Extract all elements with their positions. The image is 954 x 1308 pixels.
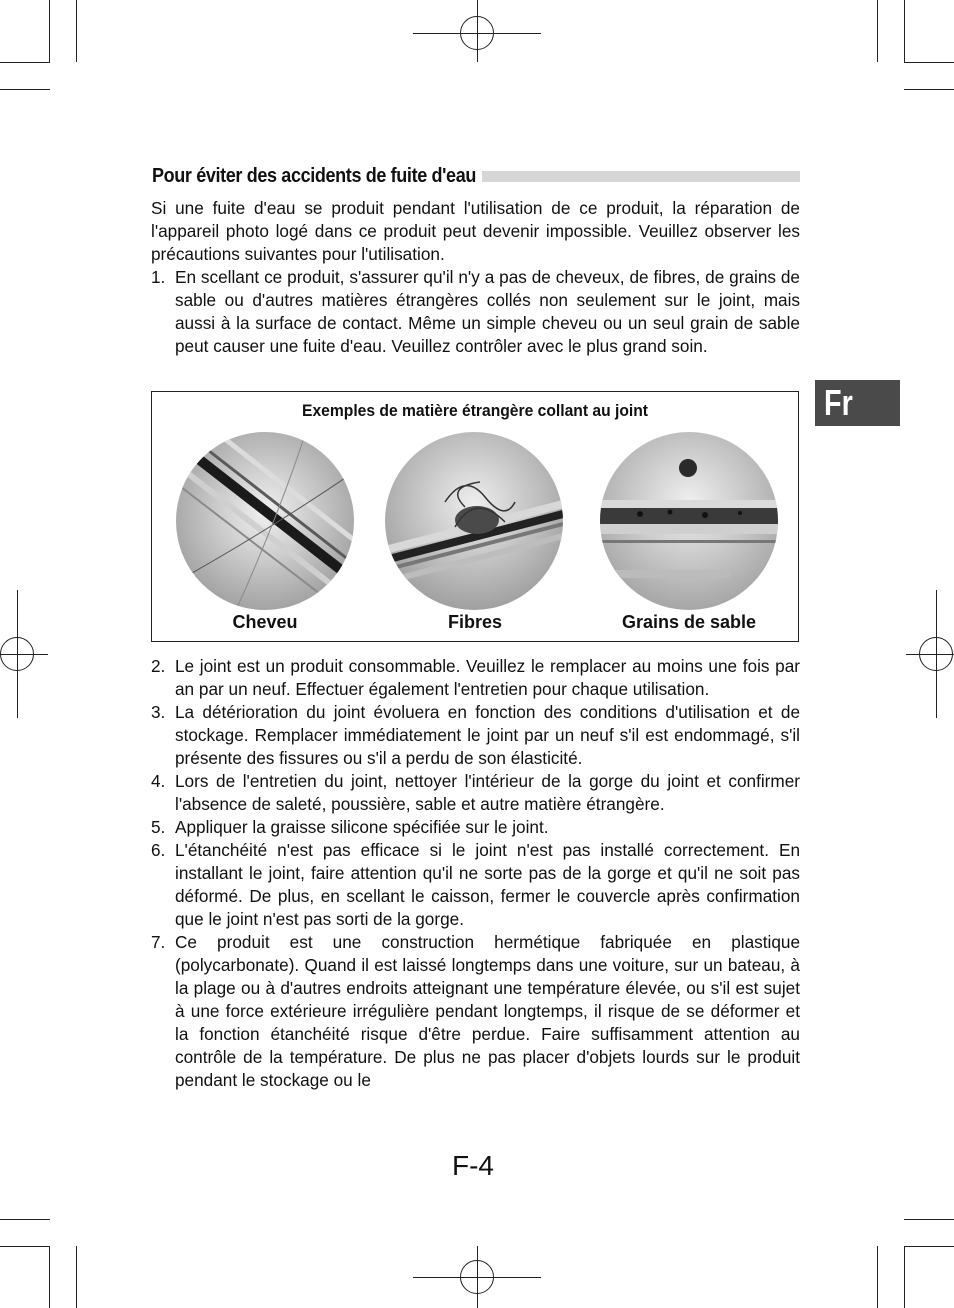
crop-mark [904, 0, 905, 62]
list-item: 5. Appliquer la graisse silicone spécifiée sur le joint. [151, 817, 549, 837]
list-item: 1. En scellant ce produit, s'assurer qu'il n'y a pas de cheveux, de fibres, de grains de sable ou d'autres matières étrangères collés non seulement sur le joint, mais aussi à la surface de contact. Même un simple cheveu ou un seul grain de sable peut causer une fuite d'eau. Veuillez contrôler avec le plus grand soin. [151, 267, 800, 356]
crop-mark [904, 89, 954, 90]
crop-mark [904, 1246, 954, 1247]
crop-mark [904, 62, 954, 63]
precaution-list-part1 [151, 266, 800, 358]
crop-mark [49, 1246, 50, 1308]
list-item: 6. L'étanchéité n'est pas efficace si le joint n'est pas installé correctement. En installant le joint, faire attention qu'il ne sorte pas de la gorge et qu'il ne soit pas déformé. De plus, en scellant le caisson, fermer le couvercle après confirmation que le joint n'est pas sorti de la gorge. [151, 840, 800, 929]
sand-example-photo [600, 432, 778, 610]
section-title: Pour éviter des accidents de fuite d'eau [152, 164, 476, 187]
crop-mark [0, 1219, 50, 1220]
crop-mark [76, 0, 77, 62]
crop-mark [904, 1246, 905, 1308]
crop-mark [0, 89, 50, 90]
list-item: 7. Ce produit est une construction hermétique fabriquée en plastique (polycarbonate). Quand il est laissé longtemps dans une voiture, sur un bateau, à la plage ou à d'autres endroits atteignant une température élevée, ou s'il est sujet à une force extérieure irrégulière pendant longtemps, il risque de se déformer et la fonction étanchéité risque d'être perdue. Faire suffisamment attention au contrôle de la température. De plus ne pas placer d'objets lourds sur le produit pendant le stockage ou le [151, 932, 800, 1090]
crop-mark [0, 62, 50, 63]
crop-mark [877, 1246, 878, 1308]
list-item: 2. Le joint est un produit consommable. Veuillez le remplacer au moins une fois par an par un neuf. Effectuer également l'entretien pour chaque utilisation. [151, 656, 800, 699]
hair-example-photo [176, 432, 354, 610]
crop-mark [0, 1246, 50, 1247]
crop-mark [76, 1246, 77, 1308]
list-item: 3. La détérioration du joint évoluera en fonction des conditions d'utilisation et de stockage. Remplacer immédiatement le joint par un neuf s'il est endommagé, s'il présente des fissures ou s'il a perdu de son élasticité. [151, 702, 800, 768]
intro-paragraph: Si une fuite d'eau se produit pendant l'utilisation de ce produit, la réparation de l'appareil photo logé dans ce produit peut devenir impossible. Veuillez observer les précautions suivantes pour l'utilisation. [151, 198, 800, 264]
section-heading [152, 163, 800, 189]
caption-sand: Grains de sable [621, 612, 757, 632]
caption-fibers: Fibres [447, 612, 503, 632]
foreign-matter-figure [151, 391, 799, 642]
language-tab: Fr [815, 380, 900, 426]
heading-rule [482, 171, 800, 182]
figure-title: Exemples de matière étrangère collant au joint [302, 401, 648, 420]
crop-mark [904, 1219, 954, 1220]
list-item: 4. Lors de l'entretien du joint, nettoyer l'intérieur de la gorge du joint et confirmer l'absence de saleté, poussière, sable et autre matière étrangère. [151, 771, 800, 814]
page-number: F-4 [452, 1150, 494, 1181]
fibers-example-photo [385, 432, 563, 610]
precaution-list-part2 [151, 655, 800, 1092]
crop-mark [49, 0, 50, 62]
crop-mark [877, 0, 878, 62]
caption-hair: Cheveu [232, 612, 298, 632]
